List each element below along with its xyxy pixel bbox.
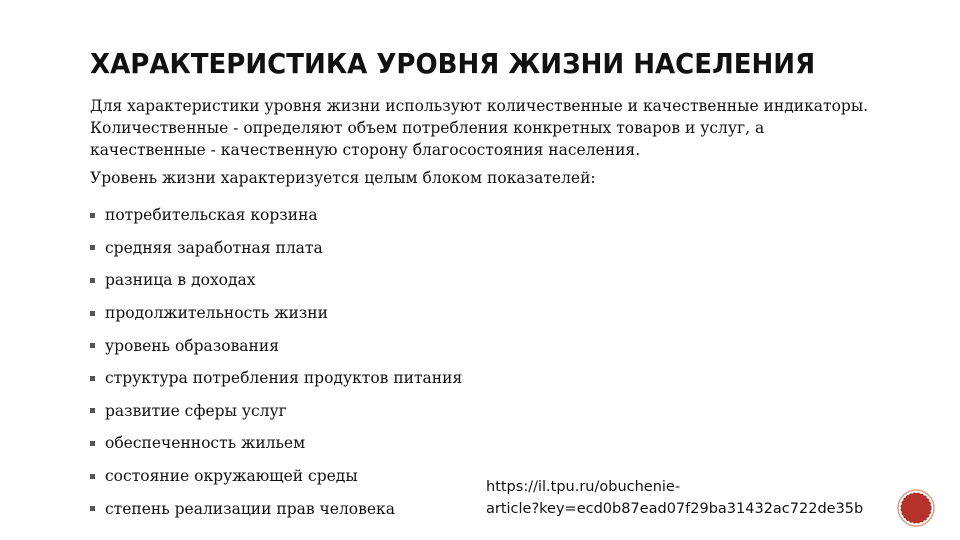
list-item-label: уровень образования (105, 336, 279, 355)
list-item (90, 395, 462, 428)
list-item (90, 329, 462, 362)
square-bullet-icon (90, 245, 95, 250)
slide-number-badge-icon (897, 489, 935, 527)
source-link-line[interactable]: article?key=ecd0b87ead07f29ba31432ac722de35b (486, 501, 864, 517)
list-item (90, 199, 462, 232)
lead-paragraph: Уровень жизни характеризуется целым блоком показателей: (90, 169, 596, 187)
list-item (90, 232, 462, 265)
list-item-label: степень реализации прав человека (105, 499, 395, 518)
square-bullet-icon (90, 408, 95, 413)
slide-title: ХАРАКТЕРИСТИКА УРОВНЯ ЖИЗНИ НАСЕЛЕНИЯ (90, 47, 816, 80)
indicator-list (90, 199, 462, 525)
source-link[interactable] (486, 476, 906, 520)
list-item-label: структура потребления продуктов питания (105, 369, 463, 388)
list-item-label: потребительская корзина (105, 206, 318, 225)
list-item (90, 492, 462, 525)
list-item-label: развитие сферы услуг (105, 401, 287, 420)
list-item (90, 264, 462, 297)
square-bullet-icon (90, 278, 95, 283)
square-bullet-icon (90, 343, 95, 348)
square-bullet-icon (90, 441, 95, 446)
list-item-label: разница в доходах (105, 271, 256, 290)
square-bullet-icon (90, 474, 95, 479)
list-item-label: состояние окружающей среды (105, 467, 358, 486)
square-bullet-icon (90, 311, 95, 316)
list-item-label: продолжительность жизни (105, 304, 328, 323)
square-bullet-icon (90, 213, 95, 218)
list-item-label: обеспеченность жильем (105, 434, 306, 453)
list-item (90, 297, 462, 330)
intro-paragraph: Для характеристики уровня жизни используют количественные и качественные индикаторы. Количественные - определяют объем потребления конкретных товаров и услуг, а качественные - качественную сторону благосостояния населения. (90, 97, 869, 159)
list-item (90, 362, 462, 395)
source-link-line[interactable]: https://il.tpu.ru/obuchenie- (486, 479, 681, 495)
list-item (90, 460, 462, 493)
list-item (90, 427, 462, 460)
square-bullet-icon (90, 376, 95, 381)
list-item-label: средняя заработная плата (105, 238, 323, 257)
square-bullet-icon (90, 506, 95, 511)
